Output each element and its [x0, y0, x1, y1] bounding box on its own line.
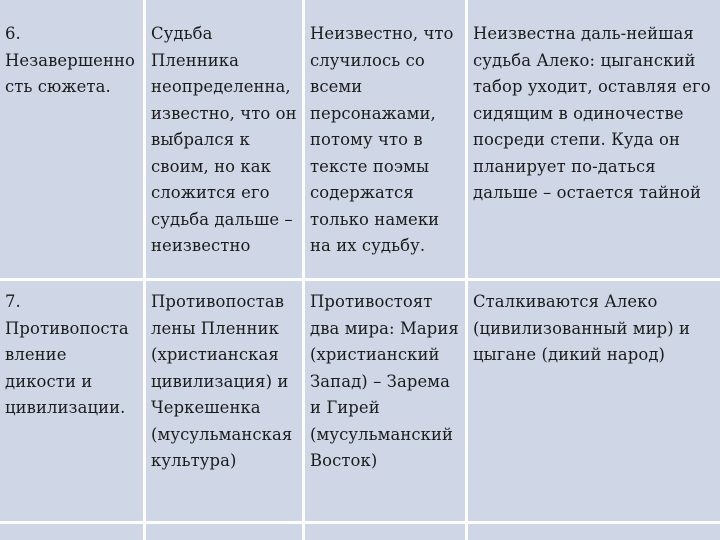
table-cell — [146, 524, 302, 540]
table-cell: 7. Противопоста вление дикости и цивилизации. — [0, 281, 143, 521]
table-cell: Противостоят два мира: Мария (христианский Запад) – Зарема и Гирей (мусульманский Восток) — [305, 281, 465, 521]
table-row — [0, 281, 720, 521]
table-cell: Неизвестно, что случилось со всеми персонажами, потому что в тексте поэмы содержатся только намеки на их судьбу. — [305, 0, 465, 278]
table-cell: Сталкиваются Алеко (цивилизованный мир) и цыгане (дикий народ) — [468, 281, 720, 521]
table-row — [0, 524, 720, 540]
table-cell — [468, 524, 720, 540]
table-cell — [305, 524, 465, 540]
table-cell: Судьба Пленника неопределенна, известно, что он выбрался к своим, но как сложится его судьба дальше – неизвестно — [146, 0, 302, 278]
table-cell — [0, 524, 143, 540]
table-cell: Противопостав лены Пленник (христианская цивилизация) и Черкешенка (мусульманская культура) — [146, 281, 302, 521]
table-cell: Неизвестна даль-нейшая судьба Алеко: цыганский табор уходит, оставляя его сидящим в одиночестве посреди степи. Куда он планирует по-даться дальше – остается тайной — [468, 0, 720, 278]
table-cell: 6. Незавершенно сть сюжета. — [0, 0, 143, 278]
